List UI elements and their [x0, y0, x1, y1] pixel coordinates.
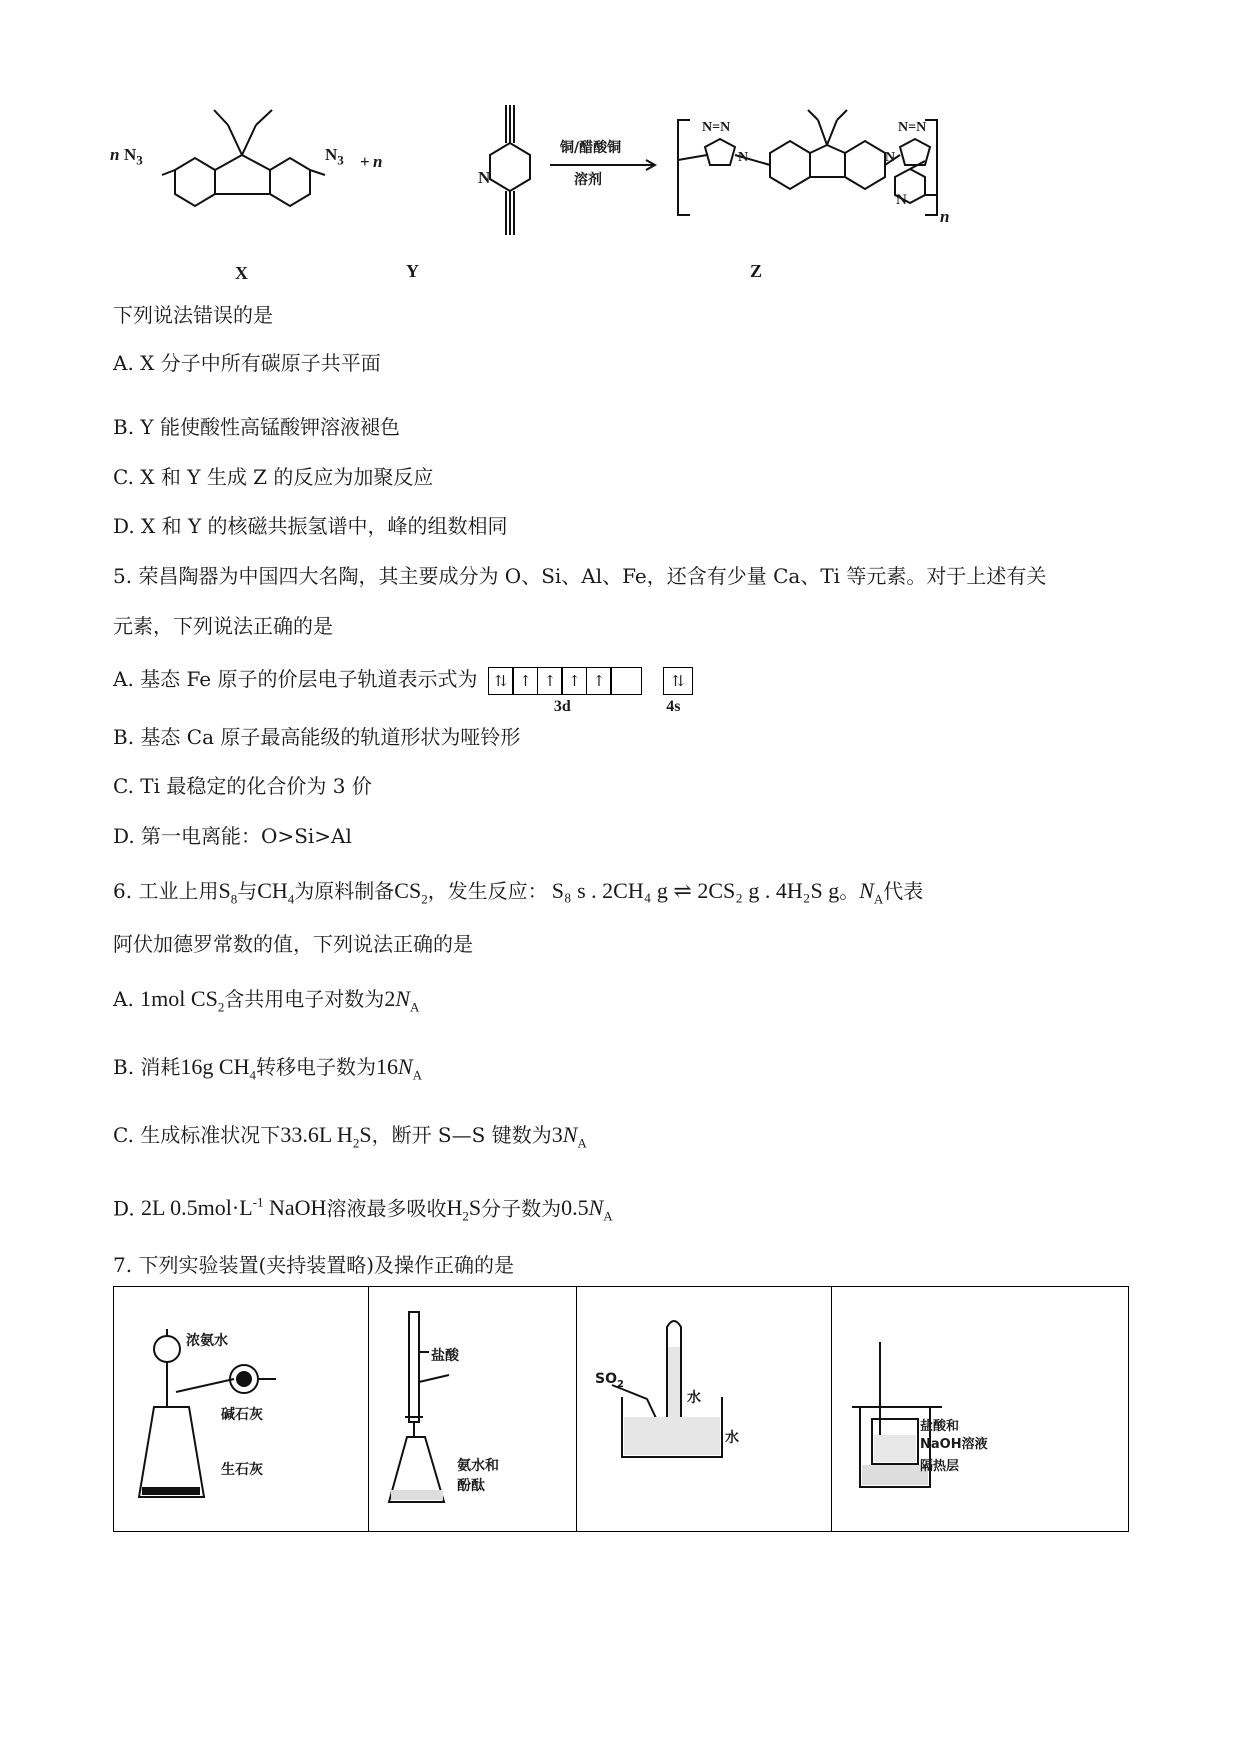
label-z: Z	[750, 261, 763, 281]
calorimeter-drawing	[832, 1287, 1132, 1531]
apparatus-cell-4	[832, 1287, 1129, 1532]
apparatus-table	[113, 1286, 1129, 1532]
label-y: Y	[406, 261, 419, 281]
option-letter: A.	[113, 987, 134, 1011]
label-so2-text: SO	[595, 1371, 617, 1387]
option-text: C. 生成标准状况下	[113, 1123, 281, 1147]
z-pyridine-n: N	[896, 192, 907, 208]
formula-text: 3	[551, 1122, 563, 1147]
reaction-equation: S₈ s . 2CH₄ g ⇌ 2CS₂ g . 4H₂S g	[551, 878, 840, 903]
option-value	[375, 1054, 423, 1083]
triazole-right-n: N	[885, 150, 896, 165]
formula-text: S	[468, 1195, 482, 1221]
q5-option-c: C. Ti 最稳定的化合价为 3 价	[113, 774, 372, 798]
formula-sub: A	[577, 1135, 587, 1151]
orbital-label-4s: 4s	[666, 698, 681, 716]
label-naoh-solution: NaOH溶液	[920, 1437, 988, 1452]
label-insulation: 隔热层	[920, 1459, 960, 1474]
q6-text: 。	[839, 879, 860, 903]
triazole-right-nn: N=N	[898, 120, 927, 135]
q6-text: ，发生反应：	[427, 879, 548, 903]
n3-left-sub: 3	[136, 152, 143, 168]
avogadro-symbol: N	[397, 1054, 413, 1079]
option-text: 含共用电子对数为	[224, 987, 385, 1011]
orbital-diagram-4s	[663, 666, 692, 716]
q5-option-d: D. 第一电离能：O>Si>Al	[113, 824, 352, 848]
apparatus-cell-3	[577, 1287, 832, 1532]
label-so2-sub: 2	[616, 1378, 624, 1390]
y-pyridine-n: N	[478, 168, 491, 187]
plus-sign: +	[360, 152, 370, 171]
q6-text: 6. 工业上用	[113, 879, 219, 903]
q6-option-d	[113, 1190, 613, 1230]
reaction-scheme	[110, 95, 960, 285]
formula-sub: A	[873, 891, 884, 907]
formula-sub: 2	[217, 999, 225, 1015]
formula-text: 0.5	[561, 1195, 589, 1221]
q6-stem-line1	[113, 878, 923, 912]
n3-left-text: N	[124, 145, 137, 164]
label-phenolphthalein: 酚酞	[457, 1478, 485, 1494]
q4-option-c: C. X 和 Y 生成 Z 的反应为加聚反应	[113, 465, 434, 489]
q6-stem-line2: 阿伏加德罗常数的值，下列说法正确的是	[113, 932, 473, 956]
formula-text: 2	[384, 986, 396, 1011]
option-text: 转移电子数为	[255, 1055, 376, 1079]
formula-text: 2L 0.5mol·L	[141, 1195, 253, 1221]
avogadro-symbol: N	[562, 1122, 578, 1147]
option-text: 溶液最多吸收	[326, 1196, 447, 1221]
q5-option-b: B. 基态 Ca 原子最高能级的轨道形状为哑铃形	[113, 725, 521, 749]
option-amount	[141, 1195, 326, 1220]
option-text: ，断开 S—S 键数为	[371, 1123, 552, 1147]
triazole-left-nn: N=N	[702, 120, 731, 135]
orbital-box: ⇅	[663, 667, 693, 695]
label-x: X	[235, 263, 248, 283]
formula-sup: -1	[252, 1195, 264, 1210]
label-soda-lime: 碱石灰	[221, 1407, 263, 1423]
formula-sub: 8	[230, 891, 238, 907]
n-prefix-y: n	[373, 152, 383, 171]
option-letter: D.	[113, 1196, 135, 1221]
option-text: B. 消耗	[113, 1055, 181, 1079]
q6-text: 与	[237, 879, 258, 903]
q7-stem: 7. 下列实验装置(夹持装置略)及操作正确的是	[113, 1253, 515, 1277]
label-hcl-and: 盐酸和	[920, 1419, 960, 1434]
option-amount	[280, 1122, 372, 1151]
apparatus-cell-2	[369, 1287, 577, 1532]
triazole-left-n: N	[738, 150, 749, 165]
formula-ch4	[257, 878, 295, 907]
q4-stem: 下列说法错误的是	[113, 303, 273, 327]
n3-right-sub: 3	[337, 152, 344, 168]
option-value	[561, 1195, 613, 1224]
formula-text: S	[359, 1122, 372, 1147]
orbital-box	[610, 667, 642, 695]
avogadro-symbol	[859, 878, 884, 907]
formula-sub: 2	[352, 1135, 360, 1151]
formula-s8	[218, 878, 238, 907]
q4-option-b: B. Y 能使酸性高锰酸钾溶液褪色	[113, 415, 400, 439]
option-amount	[180, 1054, 256, 1083]
q5-stem-line2: 元素，下列说法正确的是	[113, 614, 333, 638]
n3-right-text: N	[325, 145, 338, 164]
formula-sub: 4	[249, 1067, 256, 1083]
option-value	[384, 986, 420, 1015]
n3-right	[325, 145, 344, 168]
formula-sub: 2	[462, 1208, 469, 1224]
n3-left	[124, 145, 143, 168]
avogadro-symbol: N	[395, 986, 410, 1011]
n-suffix-z: n	[940, 207, 950, 226]
option-amount	[140, 986, 225, 1015]
q5-stem-line1: 5. 荣昌陶器为中国四大名陶，其主要成分为 O、Si、Al、Fe，还含有少量 Ca、Ti 等元素。对于上述有关	[113, 564, 1047, 588]
q5-option-a-text: A. 基态 Fe 原子的价层电子轨道表示式为	[113, 667, 478, 691]
formula-sub: A	[412, 1067, 423, 1083]
formula-sub: A	[603, 1208, 613, 1224]
orbital-label-3d: 3d	[553, 698, 571, 716]
label-water-tube: 水	[687, 1390, 701, 1406]
label-ammonia-and: 氨水和	[457, 1458, 499, 1474]
q5-option-a	[113, 666, 692, 716]
q6-option-a	[113, 986, 419, 1020]
reaction-structures	[110, 95, 960, 285]
orbital-box: ⇅	[488, 667, 514, 695]
arrow-solvent: 溶剂	[574, 172, 602, 188]
formula-sub: 2	[421, 891, 428, 907]
formula-cs2	[394, 878, 428, 907]
q4-option-d: D. X 和 Y 的核磁共振氢谱中，峰的组数相同	[113, 514, 508, 538]
so2-absorption-drawing	[577, 1287, 831, 1531]
label-quicklime: 生石灰	[221, 1462, 263, 1478]
formula-text: S	[218, 878, 231, 903]
label-conc-ammonia: 浓氨水	[186, 1333, 228, 1349]
orbital-box: ↑	[561, 667, 587, 695]
option-text: 分子数为	[481, 1196, 562, 1221]
q6-text: 为原料制备	[294, 879, 395, 903]
label-so2	[595, 1371, 624, 1390]
formula-text: CS	[394, 878, 422, 903]
formula-h2s	[446, 1195, 482, 1224]
formula-text: 33.6L H	[280, 1122, 353, 1147]
label-water-trough: 水	[725, 1430, 739, 1446]
formula-text: 16	[375, 1054, 398, 1079]
label-hcl: 盐酸	[431, 1348, 459, 1364]
orbital-diagram-3d	[488, 666, 641, 716]
option-value	[551, 1122, 587, 1151]
formula-text: 16g CH	[180, 1054, 250, 1079]
orbital-box: ↑	[512, 667, 538, 695]
formula-sub: 4	[287, 891, 295, 907]
q6-option-b	[113, 1054, 422, 1088]
apparatus-cell-1	[114, 1287, 369, 1532]
orbital-box: ↑	[537, 667, 563, 695]
q4-option-a: A. X 分子中所有碳原子共平面	[113, 351, 381, 375]
q6-text: 代表	[883, 879, 924, 903]
arrow-catalyst: 铜/醋酸铜	[560, 140, 622, 156]
formula-text: H	[446, 1195, 463, 1221]
formula-text: NaOH	[269, 1195, 327, 1221]
q6-option-c	[113, 1122, 587, 1156]
n-prefix-x: n	[110, 145, 120, 164]
orbital-box: ↑	[586, 667, 612, 695]
avogadro-symbol: N	[588, 1195, 604, 1221]
formula-text: 1mol CS	[140, 986, 218, 1011]
formula-text: N	[859, 878, 874, 903]
formula-text: CH	[257, 878, 288, 903]
formula-sub: A	[410, 999, 420, 1015]
